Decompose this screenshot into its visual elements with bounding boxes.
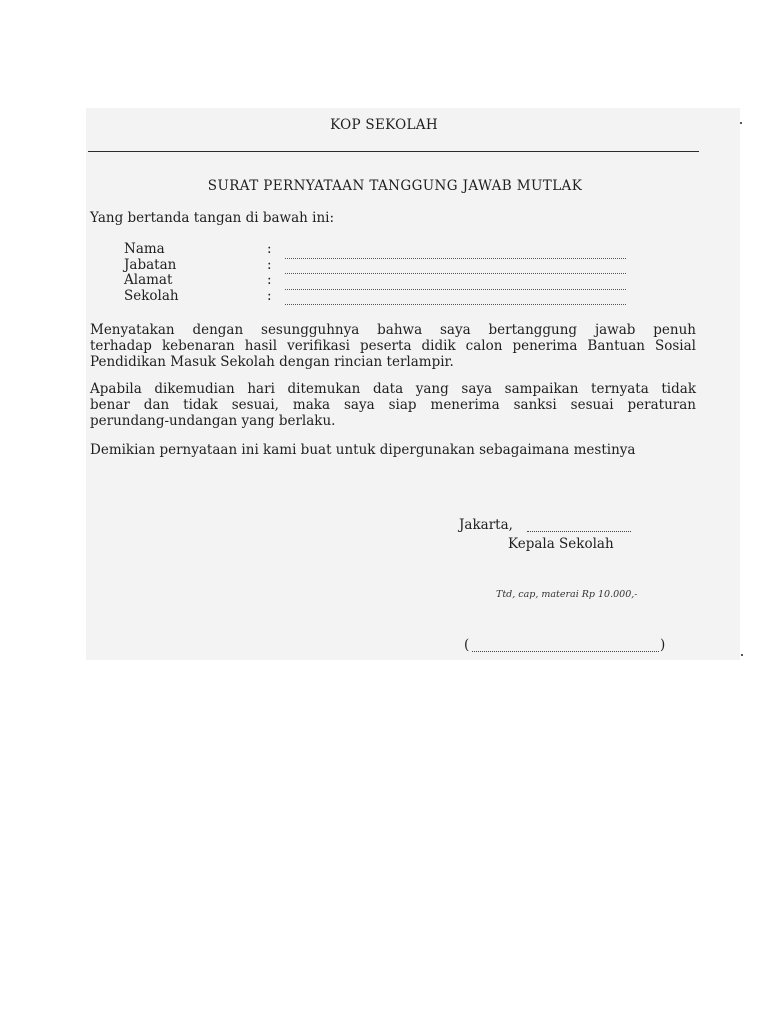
field-label-nama: Nama xyxy=(124,241,165,257)
intro-text: Yang bertanda tangan di bawah ini: xyxy=(90,210,335,226)
field-colon: : xyxy=(267,272,272,288)
field-label-alamat: Alamat xyxy=(124,272,173,288)
signature-open-paren: ( xyxy=(464,637,470,653)
paragraph-line: terhadap kebenaran hasil verifikasi peserta didik calon penerima Bantuan Sosial xyxy=(90,338,696,354)
letterhead-divider xyxy=(88,151,699,152)
field-blank-sekolah xyxy=(285,304,626,305)
field-blank-alamat xyxy=(285,289,626,290)
signature-place: Jakarta, xyxy=(459,517,513,533)
paragraph-line: benar dan tidak sesuai, maka saya siap menerima sanksi sesuai peraturan xyxy=(90,397,696,413)
field-label-sekolah: Sekolah xyxy=(124,288,179,304)
field-blank-nama xyxy=(285,258,626,259)
signature-note: Ttd, cap, materai Rp 10.000,- xyxy=(496,589,638,600)
paragraph-line: Pendidikan Masuk Sekolah dengan rincian terlampir. xyxy=(90,354,454,370)
field-colon: : xyxy=(267,241,272,257)
field-blank-jabatan xyxy=(285,273,626,274)
field-label-jabatan: Jabatan xyxy=(124,257,177,273)
statement-paragraph xyxy=(90,322,696,370)
scan-speck xyxy=(741,654,743,656)
letterhead: KOP SEKOLAH xyxy=(330,117,438,133)
closing-paragraph: Demikian pernyataan ini kami buat untuk dipergunakan sebagaimana mestinya xyxy=(90,442,636,458)
date-blank xyxy=(527,531,631,532)
signature-name-blank xyxy=(472,651,659,652)
document-title: SURAT PERNYATAAN TANGGUNG JAWAB MUTLAK xyxy=(207,178,583,194)
scan-speck xyxy=(740,122,742,124)
field-colon: : xyxy=(267,288,272,304)
signature-close-paren: ) xyxy=(660,637,666,653)
sanction-paragraph xyxy=(90,381,696,429)
paragraph-line: Menyatakan dengan sesungguhnya bahwa saya bertanggung jawab penuh xyxy=(90,322,696,338)
paragraph-line: perundang-undangan yang berlaku. xyxy=(90,413,336,429)
field-colon: : xyxy=(267,257,272,273)
signature-role: Kepala Sekolah xyxy=(508,536,614,552)
paragraph-line: Apabila dikemudian hari ditemukan data yang saya sampaikan ternyata tidak xyxy=(90,381,696,397)
